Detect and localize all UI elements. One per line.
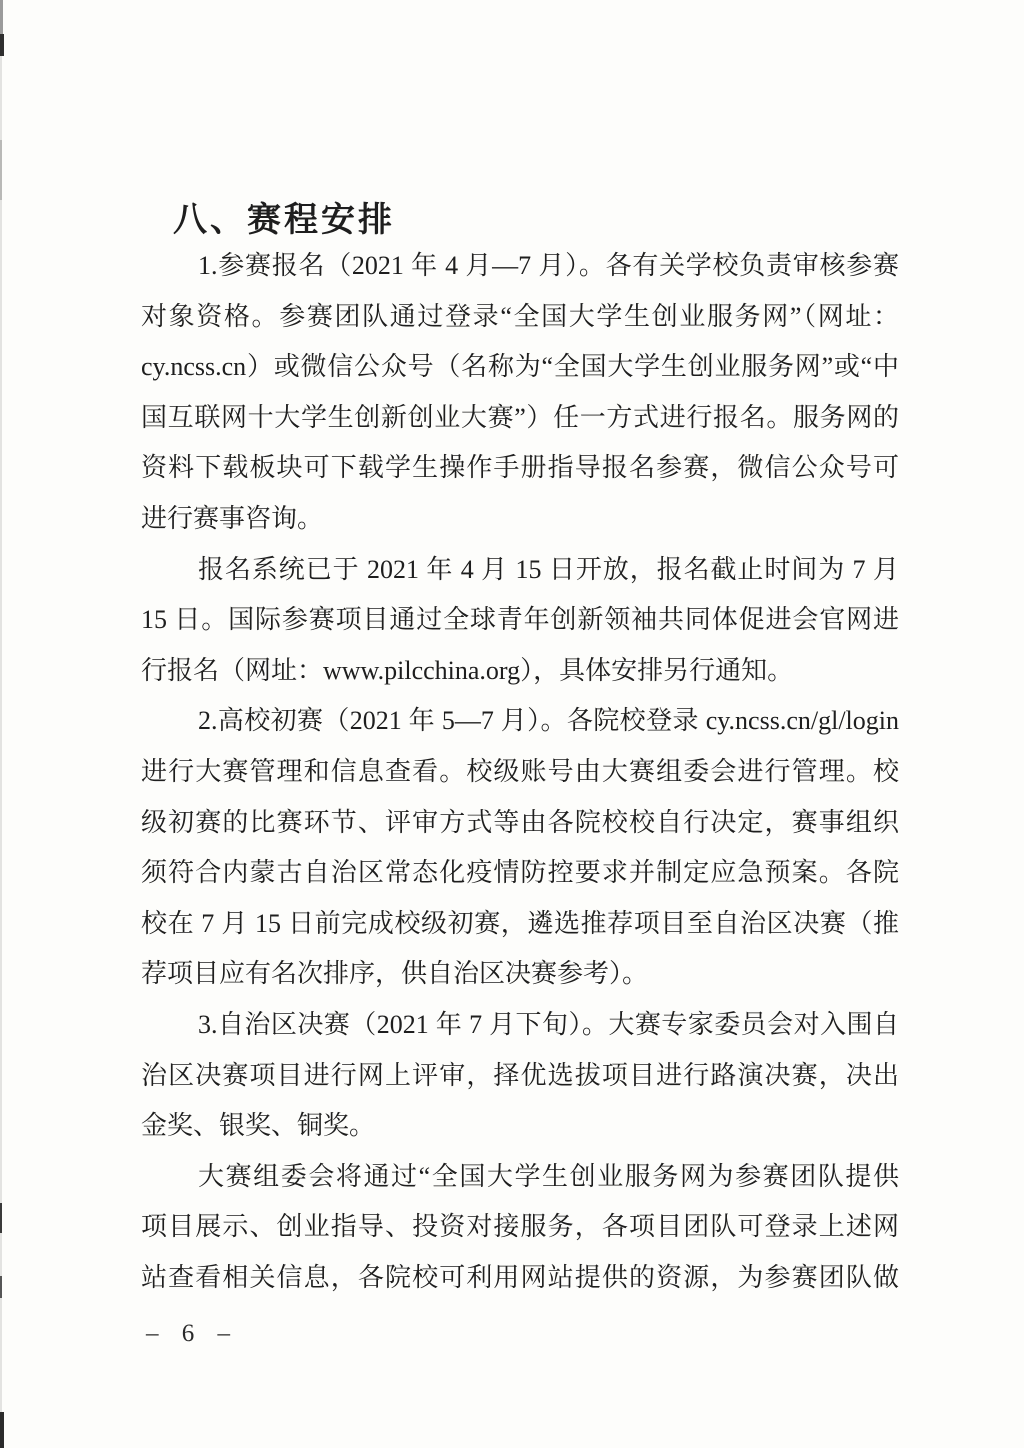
- document-line: 级初赛的比赛环节、评审方式等由各院校校自行决定，赛事组织: [141, 807, 899, 837]
- scan-edge-artifact: [0, 1412, 4, 1448]
- document-line: cy.ncss.cn）或微信公众号（名称为“全国大学生创业服务网”或“中: [141, 352, 899, 382]
- document-line: 大赛组委会将通过“全国大学生创业服务网为参赛团队提供: [198, 1161, 899, 1191]
- scan-edge-artifact: [0, 140, 2, 200]
- document-line: 2.高校初赛（2021 年 5—7 月）。各院校登录 cy.ncss.cn/gl/login: [198, 706, 899, 736]
- document-line: 对象资格。参赛团队通过登录“全国大学生创业服务网”（网址：: [141, 301, 899, 331]
- document-line: 站查看相关信息，各院校可利用网站提供的资源，为参赛团队做: [141, 1262, 899, 1292]
- document-line: 资料下载板块可下载学生操作手册指导报名参赛，微信公众号可: [141, 453, 899, 483]
- document-line: 15 日。国际参赛项目通过全球青年创新领袖共同体促进会官网进: [141, 605, 899, 635]
- document-line: 报名系统已于 2021 年 4 月 15 日开放，报名截止时间为 7 月: [198, 554, 899, 584]
- scan-edge-artifact: [0, 0, 3, 36]
- document-line: 3.自治区决赛（2021 年 7 月下旬）。大赛专家委员会对入围自: [198, 1009, 899, 1039]
- document-line: 荐项目应有名次排序，供自治区决赛参考）。: [141, 959, 649, 989]
- document-line: 进行赛事咨询。: [141, 503, 324, 533]
- document-line: 1.参赛报名（2021 年 4 月—7 月）。各有关学校负责审核参赛: [198, 251, 899, 280]
- document-line: 项目展示、创业指导、投资对接服务，各项目团队可登录上述网: [141, 1212, 899, 1242]
- scan-edge-artifact: [0, 34, 4, 56]
- document-line: 国互联网十大学生创新创业大赛”）任一方式进行报名。服务网的: [141, 402, 899, 432]
- document-line: 校在 7 月 15 日前完成校级初赛，遴选推荐项目至自治区决赛（推: [141, 908, 899, 938]
- section-heading: 八、赛程安排: [173, 202, 395, 239]
- scan-edge-artifact: [0, 0, 2, 1448]
- document-line: 须符合内蒙古自治区常态化疫情防控要求并制定应急预案。各院: [141, 858, 899, 888]
- document-body: [141, 241, 899, 1303]
- document-line: 金奖、银奖、铜奖。: [141, 1111, 376, 1141]
- scan-edge-artifact: [0, 1276, 2, 1298]
- page-number: – 6 –: [146, 1320, 235, 1347]
- document-line: 进行大赛管理和信息查看。校级账号由大赛组委会进行管理。校: [141, 756, 899, 786]
- document-line: 治区决赛项目进行网上评审，择优选拔项目进行路演决赛，决出: [141, 1060, 899, 1090]
- document-line: 行报名（网址：www.pilcchina.org），具体安排另行通知。: [141, 655, 794, 685]
- scan-edge-artifact: [0, 1203, 2, 1233]
